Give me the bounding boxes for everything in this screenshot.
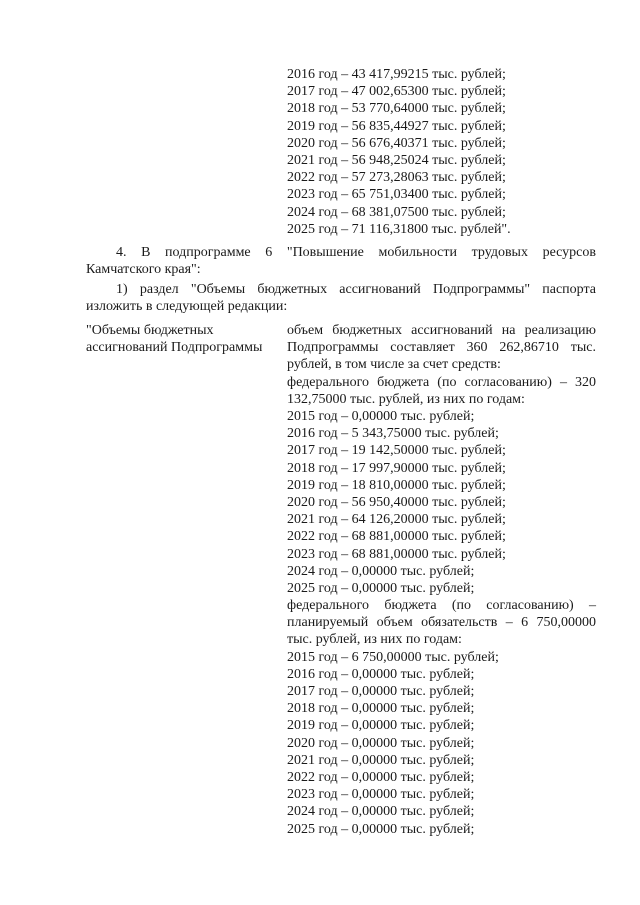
year-line: 2018 год – 17 997,90000 тыс. рублей;	[287, 460, 506, 476]
year-line: 2020 год – 56 676,40371 тыс. рублей;	[287, 135, 506, 151]
year-line: 2022 год – 0,00000 тыс. рублей;	[287, 770, 475, 785]
year-line: 2017 год – 47 002,65300 тыс. рублей;	[287, 84, 506, 100]
year-line: 2025 год – 0,00000 тыс. рублей;	[287, 580, 475, 596]
year-line: 2015 год – 0,00000 тыс. рублей;	[287, 409, 475, 425]
year-line: 2020 год – 56 950,40000 тыс. рублей;	[287, 494, 506, 510]
year-line: 2021 год – 0,00000 тыс. рублей;	[287, 752, 475, 768]
year-line: 2019 год – 56 835,44927 тыс. рублей;	[287, 118, 506, 134]
year-line: 2016 год – 5 343,75000 тыс. рублей;	[287, 426, 499, 442]
year-line: 2025 год – 71 116,31800 тыс. рублей".	[287, 221, 511, 237]
year-line: 2019 год – 0,00000 тыс. рублей;	[287, 718, 475, 734]
year-line: 2024 год – 0,00000 тыс. рублей;	[287, 563, 475, 579]
year-line: 2015 год – 6 750,00000 тыс. рублей;	[287, 649, 499, 665]
year-line: 2016 год – 0,00000 тыс. рублей;	[287, 666, 475, 682]
year-line: 2016 год – 43 417,99215 тыс. рублей;	[287, 67, 506, 82]
item-4-1-paragraph: 1) раздел "Объемы бюджетных ассигнований Подпрограммы" паспорта изложить в следующей редакции:	[86, 282, 596, 315]
item-4-paragraph: 4. В подпрограмме 6 "Повышение мобильности трудовых ресурсов Камчатского края":	[86, 245, 596, 278]
federal-obligations-heading: федерального бюджета (по согласованию) – планируемый объем обязательств – 6 750,00000 тыс. рублей, из них по годам:	[287, 598, 596, 648]
year-line: 2017 год – 0,00000 тыс. рублей;	[287, 684, 475, 700]
table-left-label: "Объемы бюджетных ассигнований Подпрограммы	[86, 323, 263, 356]
year-line: 2021 год – 56 948,25024 тыс. рублей;	[287, 152, 506, 168]
budget-intro: объем бюджетных ассигнований на реализацию Подпрограммы составляет 360 262,86710 тыс. рублей, в том числе за счет средств:	[287, 323, 596, 373]
year-line: 2022 год – 68 881,00000 тыс. рублей;	[287, 529, 506, 545]
year-line: 2017 год – 19 142,50000 тыс. рублей;	[287, 443, 506, 459]
year-line: 2024 год – 68 381,07500 тыс. рублей;	[287, 204, 506, 220]
year-line: 2018 год – 0,00000 тыс. рублей;	[287, 701, 475, 717]
year-line: 2018 год – 53 770,64000 тыс. рублей;	[287, 101, 506, 117]
table-right-content	[287, 322, 596, 838]
year-line: 2020 год – 0,00000 тыс. рублей;	[287, 735, 475, 751]
year-line: 2023 год – 0,00000 тыс. рублей;	[287, 787, 475, 803]
top-years-list	[287, 66, 511, 238]
year-line: 2021 год – 64 126,20000 тыс. рублей;	[287, 512, 506, 528]
year-line: 2019 год – 18 810,00000 тыс. рублей;	[287, 477, 506, 493]
year-line: 2025 год – 0,00000 тыс. рублей;	[287, 821, 475, 837]
year-line: 2023 год – 68 881,00000 тыс. рублей;	[287, 546, 506, 562]
year-line: 2023 год – 65 751,03400 тыс. рублей;	[287, 187, 506, 203]
year-line: 2022 год – 57 273,28063 тыс. рублей;	[287, 170, 506, 186]
federal-budget-heading: федерального бюджета (по согласованию) – 320 132,75000 тыс. рублей, из них по годам:	[287, 374, 596, 407]
year-line: 2024 год – 0,00000 тыс. рублей;	[287, 804, 475, 820]
